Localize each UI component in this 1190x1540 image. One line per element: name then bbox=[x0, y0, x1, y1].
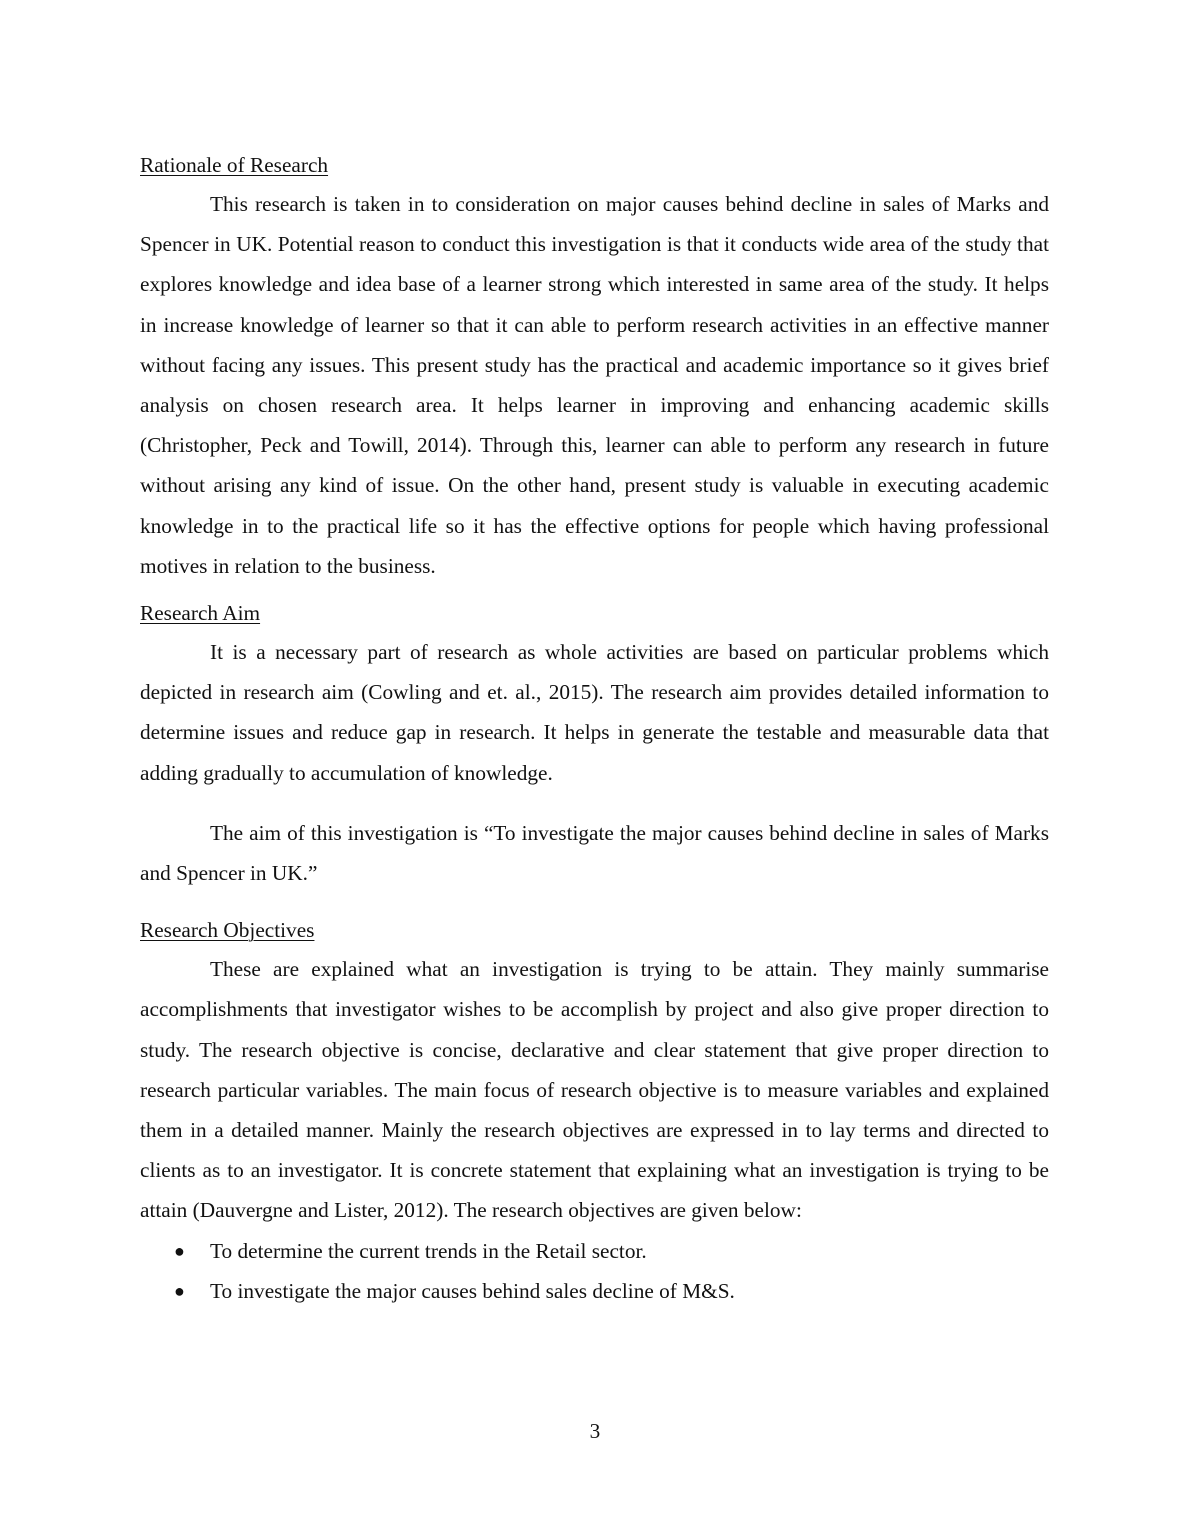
aim-paragraph: It is a necessary part of research as whole activities are based on particular problems which depicted in research aim (Cowling and et. al., 2015). The research aim provides detailed information to determine issues and reduce gap in research. It helps in generate the testable and measurable data that adding gradually to accumulation of knowledge. bbox=[140, 640, 1049, 785]
objectives-paragraph: These are explained what an investigation is trying to be attain. They mainly summarise accomplishments that investigator wishes to be accomplish by project and also give proper direction to study. The research objective is concise, declarative and clear statement that give proper direction to research particular variables. The main focus of research objective is to measure variables and explained them in a detailed manner. Mainly the research objectives are expressed in to lay terms and directed to clients as to an investigator. It is concrete statement that explaining what an investigation is trying to be attain (Dauvergne and Lister, 2012). The research objectives are given below: bbox=[140, 957, 1049, 1223]
list-item-text: To investigate the major causes behind sales decline of M&S. bbox=[210, 1278, 735, 1303]
bullet-icon: ● bbox=[174, 1280, 185, 1301]
section-spacer bbox=[140, 893, 1049, 913]
list-item bbox=[140, 1231, 1049, 1271]
paragraph-spacer bbox=[140, 793, 1049, 813]
aim-statement-paragraph: The aim of this investigation is “To investigate the major causes behind decline in sales of Marks and Spencer in UK.” bbox=[140, 820, 1049, 886]
page-number: 3 bbox=[589, 1419, 601, 1443]
objectives-heading: Research Objectives bbox=[140, 918, 315, 943]
aim-heading: Research Aim bbox=[140, 601, 261, 626]
bullet-icon: ● bbox=[174, 1240, 185, 1261]
rationale-paragraph: This research is taken in to consideration on major causes behind decline in sales of Marks and Spencer in UK. Potential reason to conduct this investigation is that it conducts wide area of the study that explores knowledge and idea base of a learner strong which interested in same area of the study. It helps in increase knowledge of learner so that it can able to perform research activities in an effective manner without facing any issues. This present study has the practical and academic importance so it gives brief analysis on chosen research area. It helps learner in improving and enhancing academic skills (Christopher, Peck and Towill, 2014). Through this, learner can able to perform any research in future without arising any kind of issue. On the other hand, present study is valuable in executing academic knowledge in to the practical life so it has the effective options for people which having professional motives in relation to the business. bbox=[140, 192, 1049, 578]
objectives-list bbox=[140, 1231, 1049, 1311]
list-item bbox=[140, 1271, 1049, 1311]
document-page bbox=[140, 148, 1049, 1311]
rationale-heading: Rationale of Research bbox=[140, 153, 329, 177]
list-item-text: To determine the current trends in the Retail sector. bbox=[210, 1238, 647, 1263]
section-spacer bbox=[140, 586, 1049, 596]
